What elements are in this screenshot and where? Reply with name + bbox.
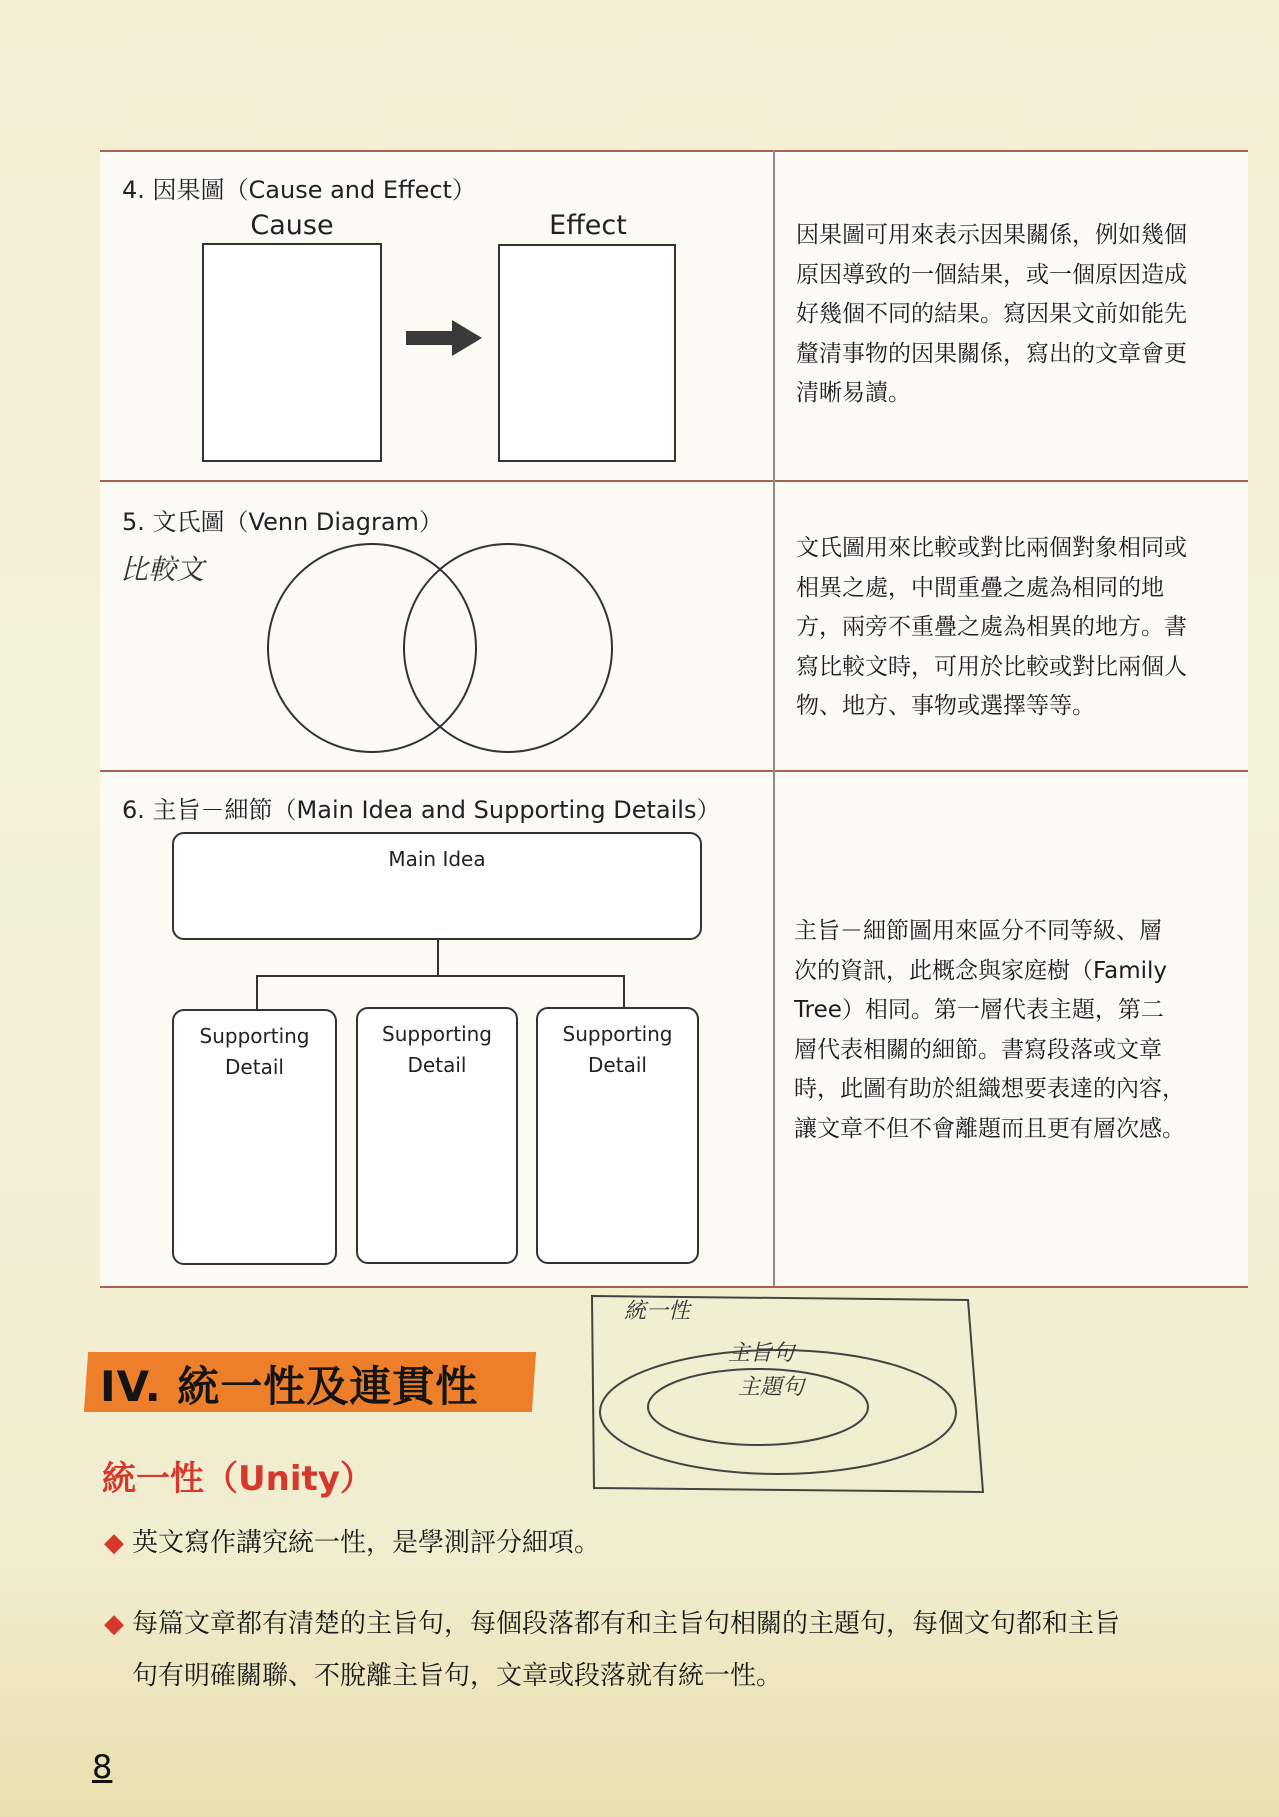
- supporting-detail-box-3: Supporting Detail: [536, 1007, 699, 1264]
- page-number: 8: [92, 1748, 113, 1786]
- desc-line: 文氏圖用來比較或對比兩個對象相同或: [796, 535, 1187, 561]
- venn-description: [796, 529, 1187, 727]
- desc-line: 次的資訊，此概念與家庭樹（Family: [794, 957, 1168, 984]
- supporting-detail-box-1: Supporting Detail: [172, 1009, 337, 1265]
- cause-box: [202, 243, 382, 462]
- sketch-outer-label: 主旨句: [728, 1341, 795, 1366]
- arrow-right-icon: [406, 318, 482, 358]
- effect-label: Effect: [549, 210, 627, 241]
- main-idea-box: Main Idea: [172, 832, 702, 940]
- diamond-bullet-icon: ◆: [104, 1609, 124, 1639]
- supporting-detail-box-2: Supporting Detail: [356, 1007, 518, 1264]
- bullet-item-1: ◆ 英文寫作講究統一性，是學測評分細項。: [104, 1528, 601, 1558]
- table-border-bottom: [100, 1286, 1248, 1288]
- table-border-top: [100, 150, 1248, 152]
- desc-line: 方，兩旁不重疊之處為相異的地方。書: [796, 614, 1187, 640]
- tree-connector-right: [623, 975, 625, 1009]
- handwritten-note-comparison: 比較文: [120, 553, 205, 586]
- desc-line: 物、地方、事物或選擇等等。: [796, 693, 1095, 719]
- handwritten-sketch: [588, 1292, 988, 1502]
- desc-line: 寫比較文時，可用於比較或對比兩個人: [796, 653, 1187, 680]
- desc-line: 清晰易讀。: [796, 380, 911, 406]
- desc-line: 原因導致的一個結果，或一個原因造成: [796, 261, 1187, 288]
- table-row-divider-1: [100, 480, 1248, 482]
- desc-line: 好幾個不同的結果。寫因果文前如能先: [796, 301, 1187, 327]
- unity-subheading: 統一性（Unity）: [102, 1459, 374, 1499]
- cause-label: Cause: [250, 210, 334, 241]
- desc-line: 釐清事物的因果關係，寫出的文章會更: [796, 340, 1187, 367]
- bullet-item-2: ◆ 每篇文章都有清楚的主旨句，每個段落都有和主旨句相關的主題句，每個文句都和主旨 句有明確關聯、不脫離主旨句，文章或段落就有統一性。: [104, 1598, 1120, 1702]
- diamond-bullet-icon: ◆: [104, 1528, 124, 1558]
- tree-connector-vertical: [437, 940, 439, 976]
- venn-diagram-label: 5. 文氏圖（Venn Diagram）: [122, 508, 443, 536]
- desc-line: 因果圖可用來表示因果關係，例如幾個: [796, 222, 1187, 248]
- desc-line: 相異之處，中間重疊之處為相同的地: [796, 574, 1164, 601]
- tree-connector-horizontal: [256, 975, 625, 977]
- effect-box: [498, 244, 676, 462]
- section-heading: IV. 統一性及連貫性: [100, 1362, 479, 1411]
- sketch-inner-label: 主題句: [738, 1375, 805, 1400]
- cause-effect-label: 4. 因果圖（Cause and Effect）: [122, 176, 476, 204]
- sketch-title: 統一性: [624, 1299, 691, 1324]
- tree-connector-left: [256, 975, 258, 1009]
- desc-line: 讓文章不但不會離題而且更有層次感。: [794, 1115, 1185, 1142]
- desc-line: 主旨－細節圖用來區分不同等級、層: [794, 918, 1162, 944]
- venn-diagram: [260, 540, 620, 765]
- main-idea-description: [794, 912, 1185, 1149]
- main-idea-label: 6. 主旨－細節（Main Idea and Supporting Details）: [122, 796, 721, 824]
- desc-line: Tree）相同。第一層代表主題，第二: [794, 997, 1164, 1023]
- cause-effect-description: [796, 216, 1187, 414]
- desc-line: 層代表相關的細節。書寫段落或文章: [794, 1036, 1162, 1063]
- table-column-divider: [773, 150, 775, 1286]
- table-row-divider-2: [100, 770, 1248, 772]
- desc-line: 時，此圖有助於組織想要表達的內容，: [794, 1076, 1185, 1102]
